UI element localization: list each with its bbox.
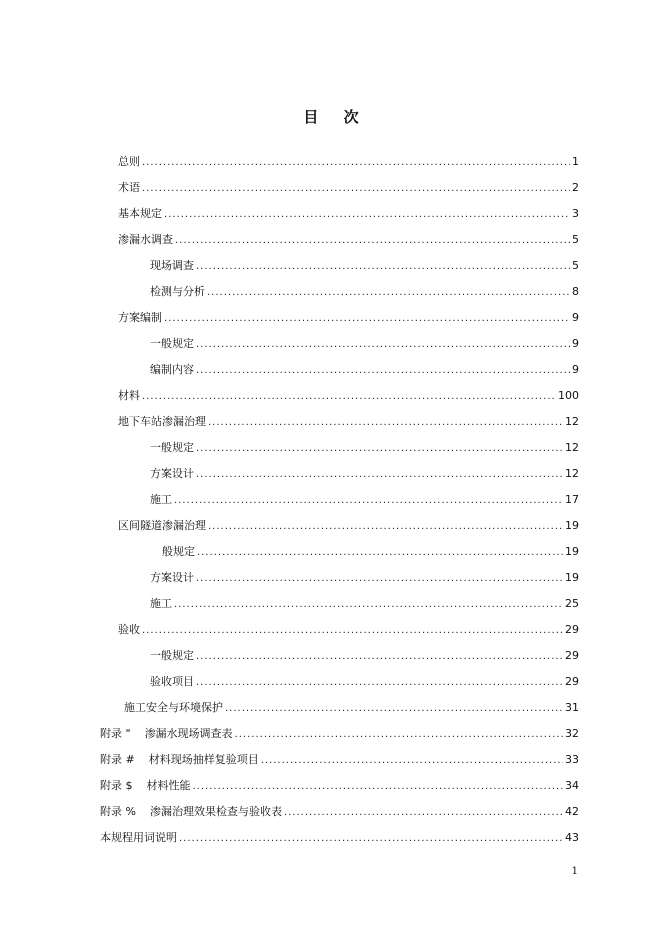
dot-leader: [196, 465, 563, 485]
toc-entry-page: 29: [565, 623, 579, 636]
dot-leader: [225, 699, 563, 719]
toc-entry-label: 本规程用词说明: [100, 831, 177, 844]
toc-entry-label: 一般规定: [150, 337, 194, 350]
toc-entry-page: 19: [565, 545, 579, 558]
toc-entry-page: 1: [572, 155, 579, 168]
toc-entry[interactable]: [150, 334, 579, 354]
toc-entry-page: 33: [565, 753, 579, 766]
dot-leader: [179, 829, 563, 849]
toc-entry[interactable]: [150, 646, 579, 666]
toc-entry-label: 方案设计: [150, 571, 194, 584]
toc-entry[interactable]: [118, 308, 579, 328]
dot-leader: [164, 309, 570, 329]
dot-leader: [197, 543, 563, 563]
toc-entry-page: 34: [565, 779, 579, 792]
toc-entry-label: 区间隧道渗漏治理: [118, 519, 206, 532]
toc-entry-label: 基本规定: [118, 207, 162, 220]
toc-entry[interactable]: [118, 230, 579, 250]
toc-entry[interactable]: [100, 724, 579, 744]
appendix-prefix: 附录 %: [100, 805, 136, 818]
dot-leader: [261, 751, 563, 771]
toc-entry-label: 检测与分析: [150, 285, 205, 298]
toc-entry-page: 29: [565, 649, 579, 662]
dot-leader: [208, 517, 563, 537]
appendix-prefix: 附录 ": [100, 727, 131, 740]
toc-entry-page: 19: [565, 519, 579, 532]
appendix-title: 材料现场抽样复验项目: [148, 753, 259, 766]
toc-entry[interactable]: [150, 594, 579, 614]
toc-entry-label: 术语: [118, 181, 140, 194]
toc-entry[interactable]: [118, 386, 579, 406]
toc-entry-label: 施工安全与环境保护: [124, 701, 223, 714]
page-number: 1: [571, 866, 578, 877]
toc-entry-page: 9: [572, 337, 579, 350]
toc-entry-label: 总则: [118, 155, 140, 168]
dot-leader: [174, 491, 563, 511]
appendix-prefix: 附录 $: [100, 779, 133, 792]
toc-entry[interactable]: [150, 464, 579, 484]
toc-entry-page: 29: [565, 675, 579, 688]
toc-entry-label: [100, 724, 233, 744]
toc-entry-label: 施工: [150, 597, 172, 610]
toc-entry-label: 一般规定: [150, 649, 194, 662]
toc-entry-label: [100, 776, 191, 796]
toc-entry[interactable]: [150, 256, 579, 276]
toc-entry[interactable]: [118, 178, 579, 198]
toc-entry-page: 2: [572, 181, 579, 194]
toc-entry[interactable]: [118, 412, 579, 432]
appendix-title: 渗漏治理效果检查与验收表: [149, 805, 282, 818]
dot-leader: [196, 335, 570, 355]
toc-entry-page: 25: [565, 597, 579, 610]
toc-entry-page: 32: [565, 727, 579, 740]
toc-entry-label: 编制内容: [150, 363, 194, 376]
dot-leader: [175, 231, 570, 251]
toc-entry-page: 9: [572, 311, 579, 324]
appendix-title: 渗漏水现场调查表: [144, 727, 233, 740]
toc-entry-label: 验收项目: [150, 675, 194, 688]
toc-entry-page: 12: [565, 415, 579, 428]
toc-entry-label: 方案编制: [118, 311, 162, 324]
dot-leader: [207, 283, 570, 303]
dot-leader: [142, 387, 556, 407]
toc-entry[interactable]: [150, 282, 579, 302]
dot-leader: [196, 361, 570, 381]
toc-entry-page: 12: [565, 441, 579, 454]
toc-entry-page: 43: [565, 831, 579, 844]
toc-entry-label: 地下车站渗漏治理: [118, 415, 206, 428]
toc-entry-page: 17: [565, 493, 579, 506]
toc-entry-page: 5: [572, 233, 579, 246]
toc-entry-page: 12: [565, 467, 579, 480]
appendix-title: 材料性能: [146, 779, 191, 792]
toc-entry[interactable]: [150, 360, 579, 380]
dot-leader: [196, 439, 563, 459]
toc-entry-label: [100, 802, 282, 822]
toc-entry[interactable]: [124, 698, 579, 718]
dot-leader: [142, 621, 563, 641]
toc-entry-label: 现场调查: [150, 259, 194, 272]
toc-entry-page: 3: [572, 207, 579, 220]
toc-entry[interactable]: [118, 516, 579, 536]
dot-leader: [196, 647, 563, 667]
toc-entry[interactable]: [100, 802, 579, 822]
toc-entry[interactable]: [162, 542, 579, 562]
toc-entry-label: 施工: [150, 493, 172, 506]
dot-leader: [164, 205, 570, 225]
toc-entry[interactable]: [118, 620, 579, 640]
toc-entry-label: 一般规定: [150, 441, 194, 454]
toc-entry-label: 方案设计: [150, 467, 194, 480]
toc-entry-page: 9: [572, 363, 579, 376]
dot-leader: [208, 413, 563, 433]
toc-entry[interactable]: [100, 750, 579, 770]
toc-entry-page: 5: [572, 259, 579, 272]
toc-entry-label: 般规定: [162, 545, 195, 558]
appendix-prefix: 附录 #: [100, 753, 135, 766]
dot-leader: [142, 179, 570, 199]
toc-entry-label: [100, 750, 259, 770]
toc-title: 目 次: [303, 108, 369, 126]
dot-leader: [174, 595, 563, 615]
dot-leader: [196, 569, 563, 589]
toc-entry-page: 31: [565, 701, 579, 714]
toc-entry-label: 验收: [118, 623, 140, 636]
toc-entry[interactable]: [150, 672, 579, 692]
toc-entry-page: 100: [558, 389, 579, 402]
dot-leader: [284, 803, 563, 823]
dot-leader: [193, 777, 564, 797]
toc-entry[interactable]: [150, 568, 579, 588]
toc-entry-label: 材料: [118, 389, 140, 402]
toc-entry[interactable]: [150, 490, 579, 510]
toc-entry[interactable]: [118, 152, 579, 172]
toc-entry[interactable]: [100, 828, 579, 848]
toc-entry-page: 19: [565, 571, 579, 584]
toc-entry-page: 42: [565, 805, 579, 818]
toc-entry-label: 渗漏水调查: [118, 233, 173, 246]
dot-leader: [235, 725, 563, 745]
toc-entry[interactable]: [100, 776, 579, 796]
dot-leader: [196, 673, 563, 693]
dot-leader: [142, 153, 570, 173]
toc-entry[interactable]: [118, 204, 579, 224]
toc-entry[interactable]: [150, 438, 579, 458]
toc-entry-page: 8: [572, 285, 579, 298]
dot-leader: [196, 257, 570, 277]
